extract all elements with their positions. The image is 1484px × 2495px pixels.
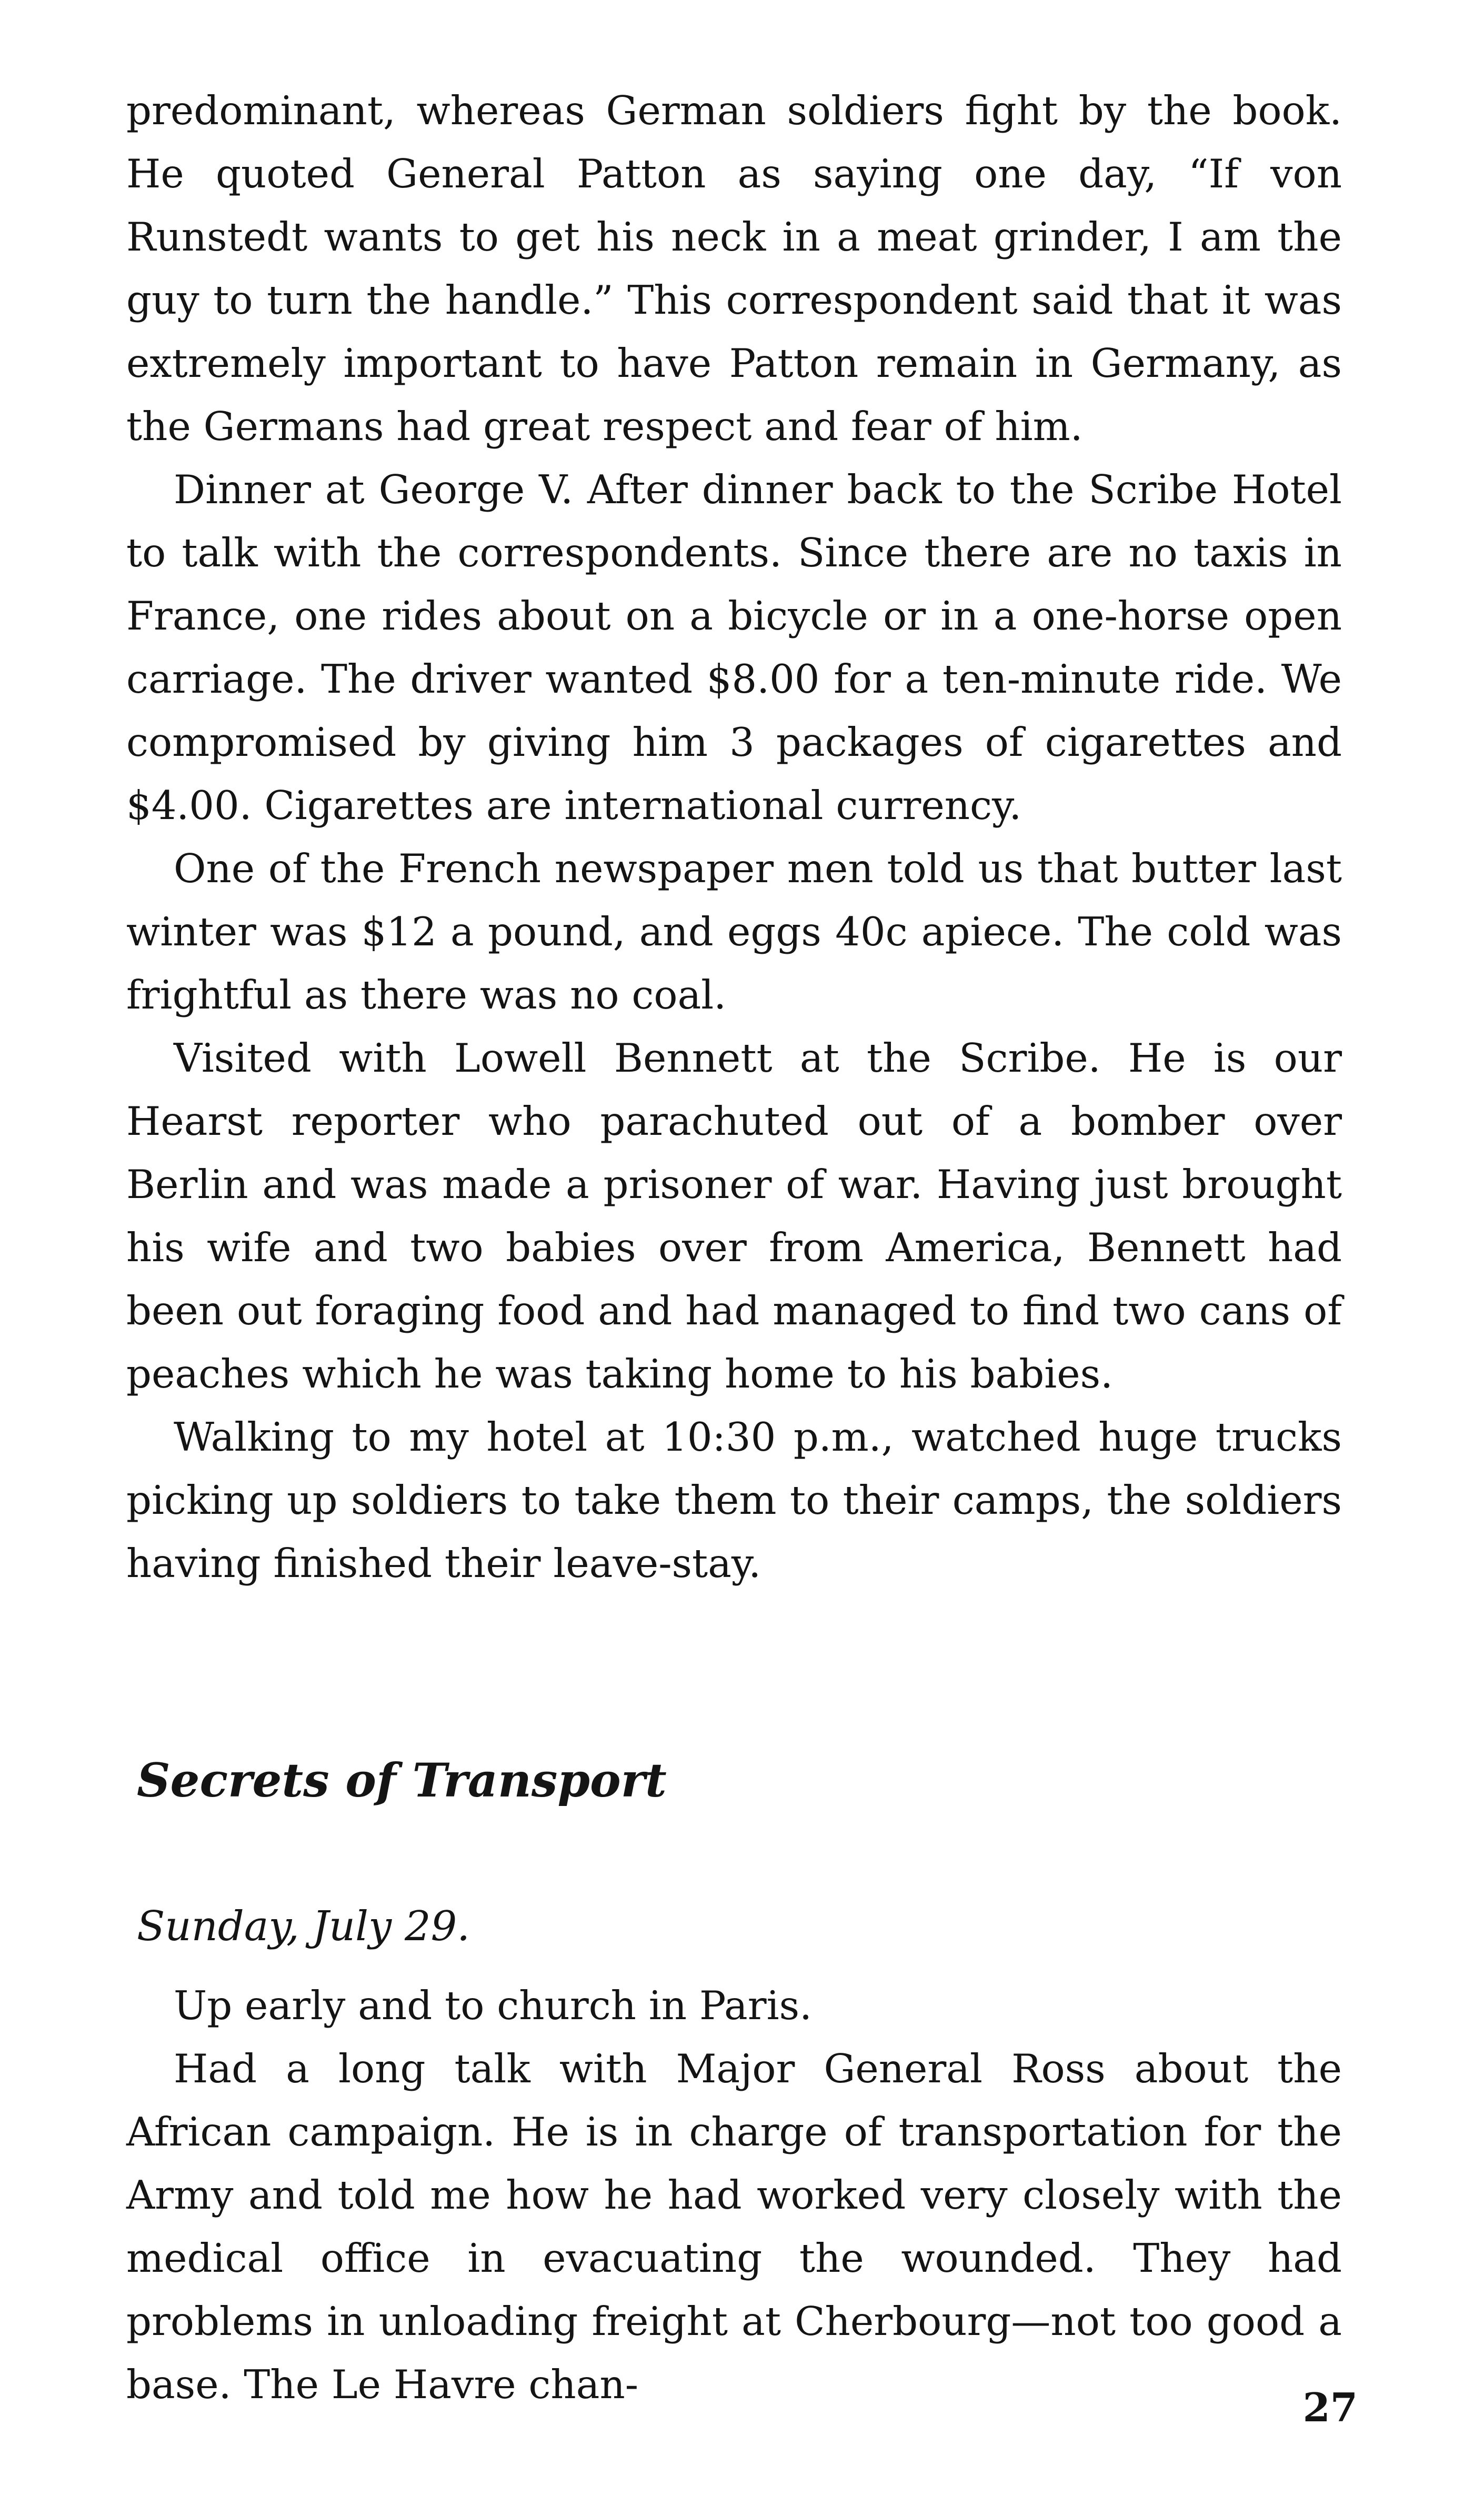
paragraph-church: Up early and to church in Paris.: [174, 1982, 812, 2029]
dateline: Sunday, July 29.: [137, 1903, 470, 1950]
page-body-top: [126, 79, 1342, 1595]
paragraph-dinner: Dinner at George V. After dinner back to the Scribe Hotel to talk with the correspondents. Since there are no taxis in France, one rides about on a bicycle or in a one-horse open carriage. The driver wanted $8.00 for a ten-minute ride. We compromised by giving him 3 packages of cigarettes and $4.00. Cigarettes are international currency.: [126, 466, 1342, 829]
page-number: 27: [1302, 2384, 1358, 2431]
paragraph-patton: predominant, whereas German soldiers fight by the book. He quoted General Patton as saying one day, “If von Runstedt wants to get his neck in a meat grinder, I am the guy to turn the handle.” This correspondent said that it was extremely important to have Patton remain in Germany, as the Germans had great respect and fear of him.: [126, 87, 1342, 450]
paragraph-butter: One of the French newspaper men told us that butter last winter was $12 a pound, and eggs 40c apiece. The cold was frightful as there was no coal.: [126, 845, 1342, 1018]
page-body-bottom: [126, 1974, 1342, 2416]
section-heading: Secrets of Transport: [137, 1753, 667, 1808]
paragraph-bennett: Visited with Lowell Bennett at the Scribe. He is our Hearst reporter who parachuted out of a bomber over Berlin and was made a prisoner of war. Having just brought his wife and two babies over from America, Bennett had been out foraging food and had managed to find two cans of peaches which he was taking home to his babies.: [126, 1035, 1342, 1397]
paragraph-walking: Walking to my hotel at 10:30 p.m., watched huge trucks picking up soldiers to take them to their camps, the soldiers having finished their leave-stay.: [126, 1414, 1342, 1586]
paragraph-ross: Had a long talk with Major General Ross about the African campaign. He is in charge of transportation for the Army and told me how he had worked very closely with the medical office in evacuating the wounded. They had problems in unloading freight at Cherbourg—not too good a base. The Le Havre chan-: [126, 2045, 1342, 2408]
